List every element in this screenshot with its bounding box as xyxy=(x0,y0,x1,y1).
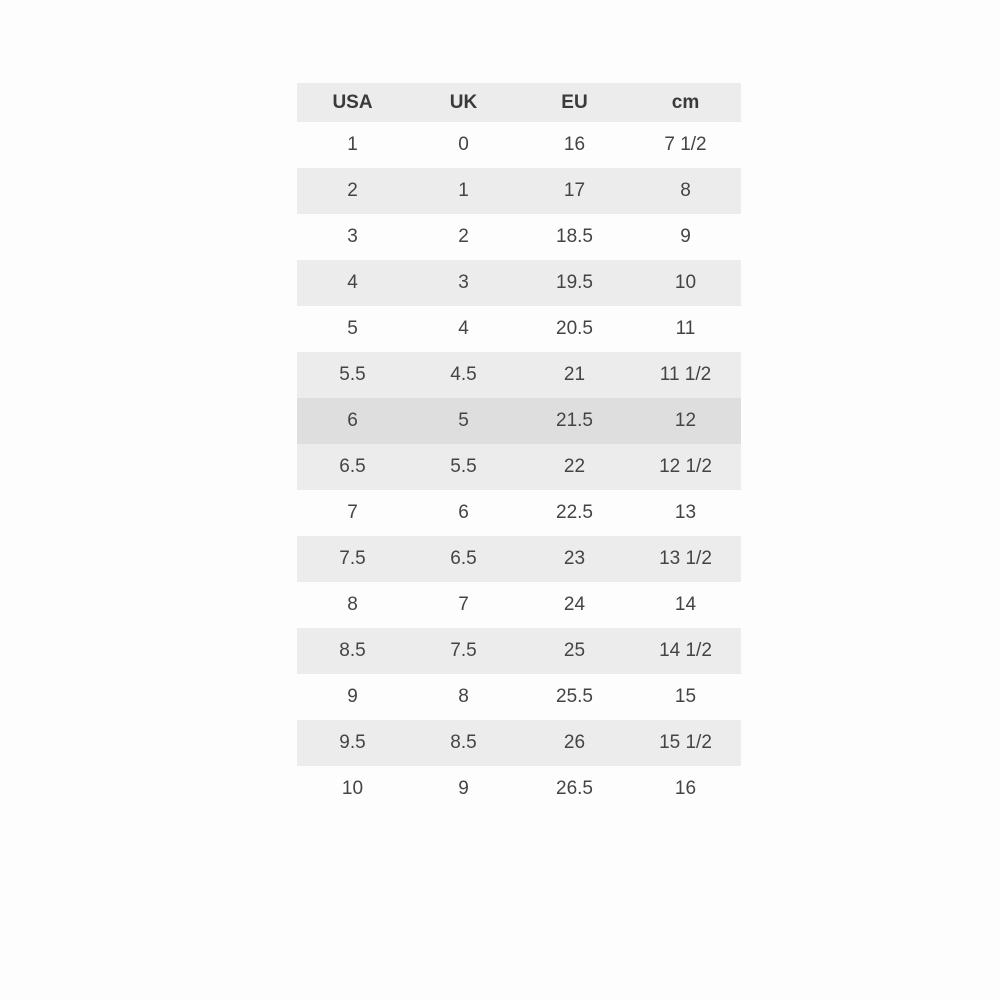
cell-usa: 9.5 xyxy=(339,732,366,753)
cell-uk: 4 xyxy=(458,318,469,339)
cell-uk: 3 xyxy=(458,272,469,293)
header-cm: cm xyxy=(671,91,700,113)
cell-uk: 7.5 xyxy=(450,640,477,661)
cell-uk: 6 xyxy=(458,502,469,523)
cell-uk: 7 xyxy=(458,594,469,615)
table-row xyxy=(297,720,741,766)
cell-uk: 6.5 xyxy=(450,548,477,569)
cell-eu: 20.5 xyxy=(556,318,593,339)
cell-eu: 22 xyxy=(563,456,586,477)
cell-usa: 8 xyxy=(347,594,358,615)
table-row xyxy=(297,352,741,398)
cell-eu: 21.5 xyxy=(556,410,593,431)
cell-eu: 18.5 xyxy=(556,226,593,247)
table-row-highlighted xyxy=(297,398,741,444)
cell-usa: 8.5 xyxy=(339,640,366,661)
table-row xyxy=(297,122,741,168)
cell-cm: 13 1/2 xyxy=(659,548,712,569)
cell-cm: 12 1/2 xyxy=(659,456,712,477)
table-row xyxy=(297,628,741,674)
cell-eu: 21 xyxy=(563,364,586,385)
cell-eu: 26.5 xyxy=(556,778,593,799)
table-row xyxy=(297,766,741,812)
size-conversion-table xyxy=(297,83,741,812)
header-usa: USA xyxy=(332,91,373,113)
cell-eu: 16 xyxy=(563,134,586,155)
cell-cm: 14 1/2 xyxy=(659,640,712,661)
cell-cm: 9 xyxy=(680,226,691,247)
header-eu: EU xyxy=(561,91,588,113)
cell-uk: 2 xyxy=(458,226,469,247)
cell-cm: 10 xyxy=(674,272,697,293)
table-row xyxy=(297,260,741,306)
cell-usa: 9 xyxy=(347,686,358,707)
header-uk: UK xyxy=(449,91,478,113)
cell-eu: 25.5 xyxy=(556,686,593,707)
cell-usa: 10 xyxy=(341,778,364,799)
cell-uk: 9 xyxy=(458,778,469,799)
cell-usa: 5.5 xyxy=(339,364,366,385)
table-row xyxy=(297,582,741,628)
cell-uk: 4.5 xyxy=(450,364,477,385)
cell-usa: 1 xyxy=(347,134,358,155)
cell-cm: 11 1/2 xyxy=(659,364,712,385)
table-row xyxy=(297,168,741,214)
cell-cm: 13 xyxy=(674,502,697,523)
cell-usa: 7.5 xyxy=(339,548,366,569)
cell-cm: 11 xyxy=(675,318,696,339)
table-row xyxy=(297,536,741,582)
cell-eu: 23 xyxy=(563,548,586,569)
table-body xyxy=(297,122,741,812)
cell-cm: 8 xyxy=(680,180,691,201)
cell-eu: 19.5 xyxy=(556,272,593,293)
cell-eu: 22.5 xyxy=(556,502,593,523)
cell-cm: 16 xyxy=(674,778,697,799)
cell-cm: 15 1/2 xyxy=(659,732,712,753)
cell-usa: 3 xyxy=(347,226,358,247)
cell-usa: 7 xyxy=(347,502,358,523)
cell-usa: 5 xyxy=(347,318,358,339)
cell-usa: 6 xyxy=(347,410,358,431)
cell-cm: 7 1/2 xyxy=(664,134,707,155)
table-row xyxy=(297,674,741,720)
cell-uk: 8.5 xyxy=(450,732,477,753)
table-row xyxy=(297,490,741,536)
table-row xyxy=(297,214,741,260)
cell-eu: 26 xyxy=(563,732,586,753)
header-row xyxy=(297,83,741,122)
cell-usa: 4 xyxy=(347,272,358,293)
cell-uk: 0 xyxy=(458,134,469,155)
cell-uk: 5.5 xyxy=(450,456,477,477)
cell-usa: 2 xyxy=(347,180,358,201)
table-row xyxy=(297,444,741,490)
cell-usa: 6.5 xyxy=(339,456,366,477)
cell-uk: 8 xyxy=(458,686,469,707)
cell-cm: 15 xyxy=(674,686,697,707)
cell-cm: 14 xyxy=(674,594,697,615)
cell-uk: 1 xyxy=(458,180,469,201)
table-header xyxy=(297,83,741,122)
cell-uk: 5 xyxy=(458,410,469,431)
cell-eu: 25 xyxy=(563,640,586,661)
table-row xyxy=(297,306,741,352)
cell-eu: 24 xyxy=(563,594,586,615)
cell-cm: 12 xyxy=(674,410,697,431)
cell-eu: 17 xyxy=(563,180,586,201)
